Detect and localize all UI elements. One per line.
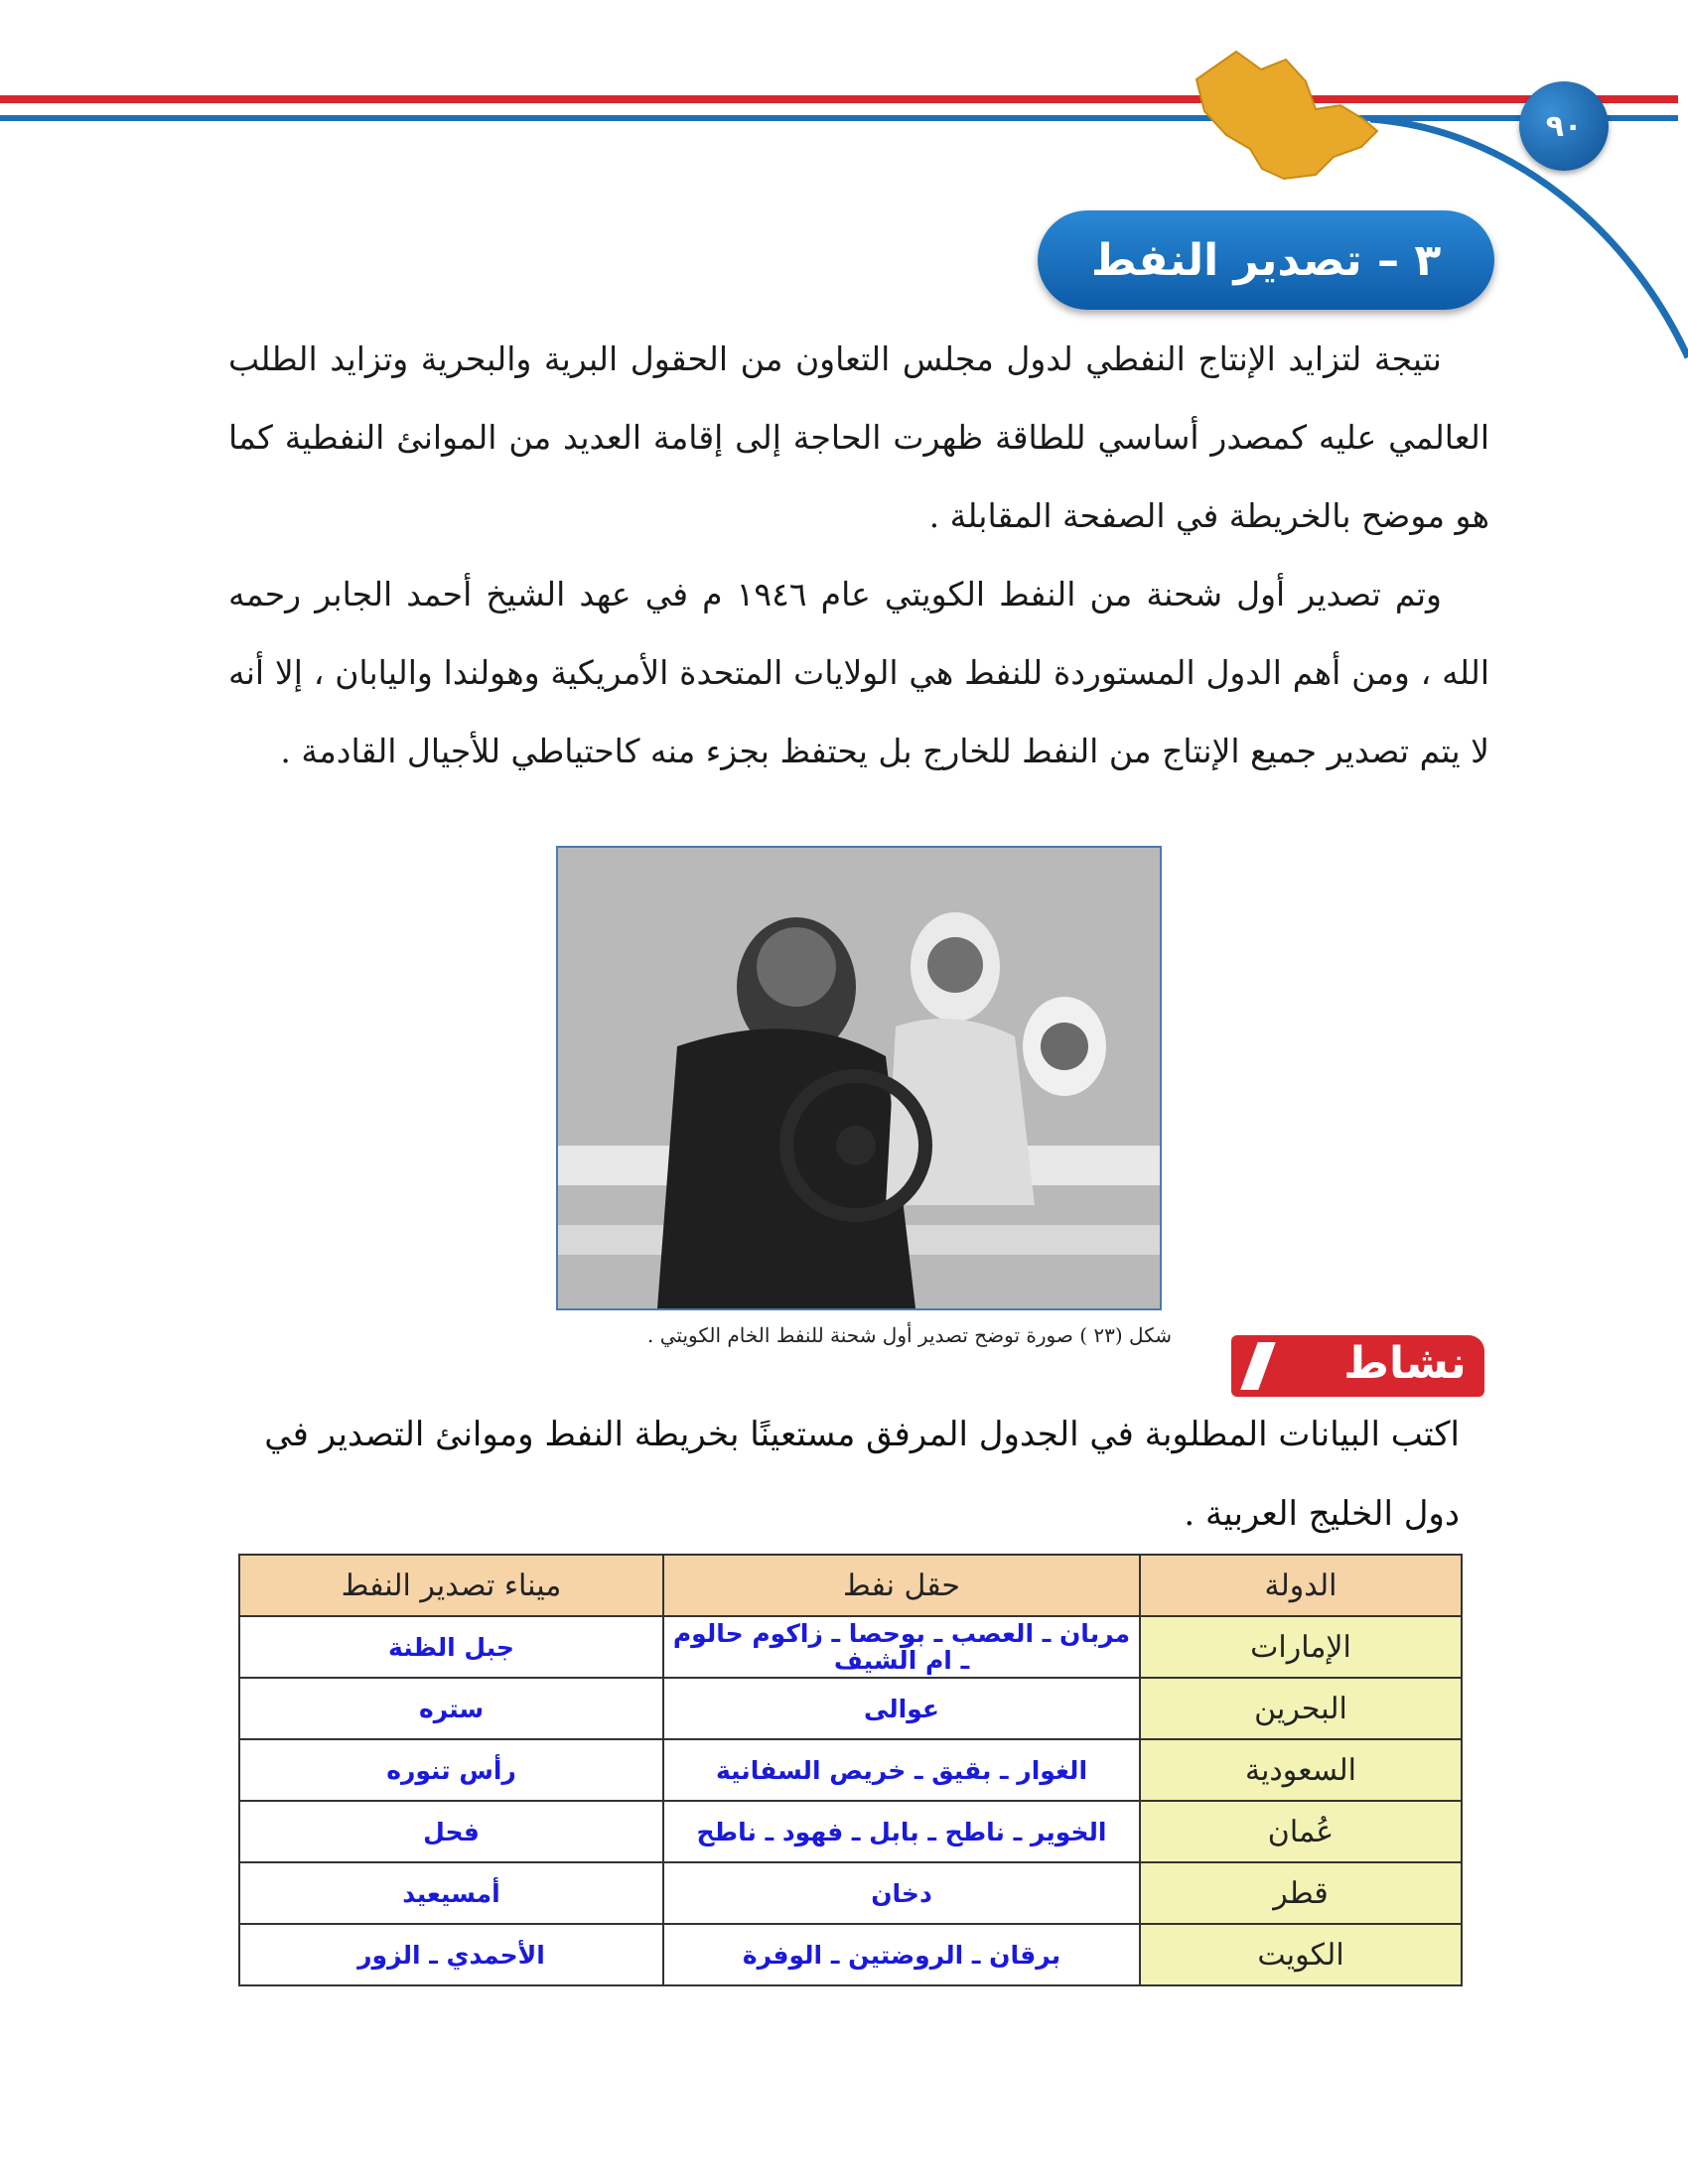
export-port-cell: رأس تنوره xyxy=(239,1739,663,1801)
export-port-cell: الأحمدي ـ الزور xyxy=(239,1924,663,1985)
activity-instruction: اكتب البيانات المطلوبة في الجدول المرفق مستعينًا بخريطة النفط وموانئ التصدير في دول الخليج العربية . xyxy=(264,1415,1460,1534)
oil-field-cell: عوالى xyxy=(663,1678,1140,1739)
table-row xyxy=(239,1801,1462,1862)
header-oil-field: حقل نفط xyxy=(663,1555,1140,1616)
export-port-cell: أمسيعيد xyxy=(239,1862,663,1924)
header-country: الدولة xyxy=(1140,1555,1462,1616)
paragraph-1: نتيجة لتزايد الإنتاج النفطي لدول مجلس التعاون من الحقول البرية والبحرية وتزايد الطلب العالمي عليه كمصدر أساسي للطاقة ظهرت الحاجة إلى إقامة العديد من الموانئ النفطية كما هو موضح بالخريطة في الصفحة المقابلة . xyxy=(228,340,1489,535)
country-cell: الكويت xyxy=(1140,1924,1462,1985)
activity-label: نشاط xyxy=(1343,1337,1467,1389)
table-row xyxy=(239,1616,1462,1678)
header-export-port: ميناء تصدير النفط xyxy=(239,1555,663,1616)
section-title: ٣ – تصدير النفط xyxy=(1038,210,1494,310)
table-row xyxy=(239,1924,1462,1985)
export-port-cell: ستره xyxy=(239,1678,663,1739)
country-cell: السعودية xyxy=(1140,1739,1462,1801)
table-row xyxy=(239,1678,1462,1739)
historical-photo xyxy=(556,846,1162,1310)
oil-field-cell: دخان xyxy=(663,1862,1140,1924)
table-row xyxy=(239,1862,1462,1924)
oil-field-cell: الغوار ـ بقيق ـ خريص السفانية xyxy=(663,1739,1140,1801)
header-blue-rule xyxy=(0,115,1678,121)
table-header-row xyxy=(239,1555,1462,1616)
oil-field-cell: برقان ـ الروضتين ـ الوفرة xyxy=(663,1924,1140,1985)
oil-field-cell: الخوير ـ ناطح ـ بابل ـ فهود ـ ناطح xyxy=(663,1801,1140,1862)
page-number: ٩٠ xyxy=(1519,81,1609,171)
photo-illustration xyxy=(558,848,1160,1308)
paragraph-2: وتم تصدير أول شحنة من النفط الكويتي عام ١٩٤٦ م في عهد الشيخ أحمد الجابر رحمه الله ، ومن أهم الدول المستوردة للنفط هي الولايات المتحدة الأمريكية وهولندا واليابان ، إلا أنه لا يتم تصدير جميع الإنتاج من النفط للخارج بل يحتفظ بجزء منه كاحتياطي للأجيال القادمة . xyxy=(228,575,1489,770)
country-cell: الإمارات xyxy=(1140,1616,1462,1678)
gulf-map-icon xyxy=(1167,40,1385,189)
header-red-rule xyxy=(0,95,1678,103)
export-port-cell: جبل الظنة xyxy=(239,1616,663,1678)
country-cell: البحرين xyxy=(1140,1678,1462,1739)
table-row xyxy=(239,1739,1462,1801)
figure-caption: شكل (٢٣ ) صورة توضح تصدير أول شحنة للنفط الخام الكويتي . xyxy=(647,1323,1172,1347)
oil-data-table xyxy=(238,1554,1463,1986)
export-port-cell: فحل xyxy=(239,1801,663,1862)
country-cell: قطر xyxy=(1140,1862,1462,1924)
oil-field-cell: مربان ـ العصب ـ بوحصا ـ زاكوم حالوم ـ ام الشيف xyxy=(663,1616,1140,1678)
country-cell: عُمان xyxy=(1140,1801,1462,1862)
